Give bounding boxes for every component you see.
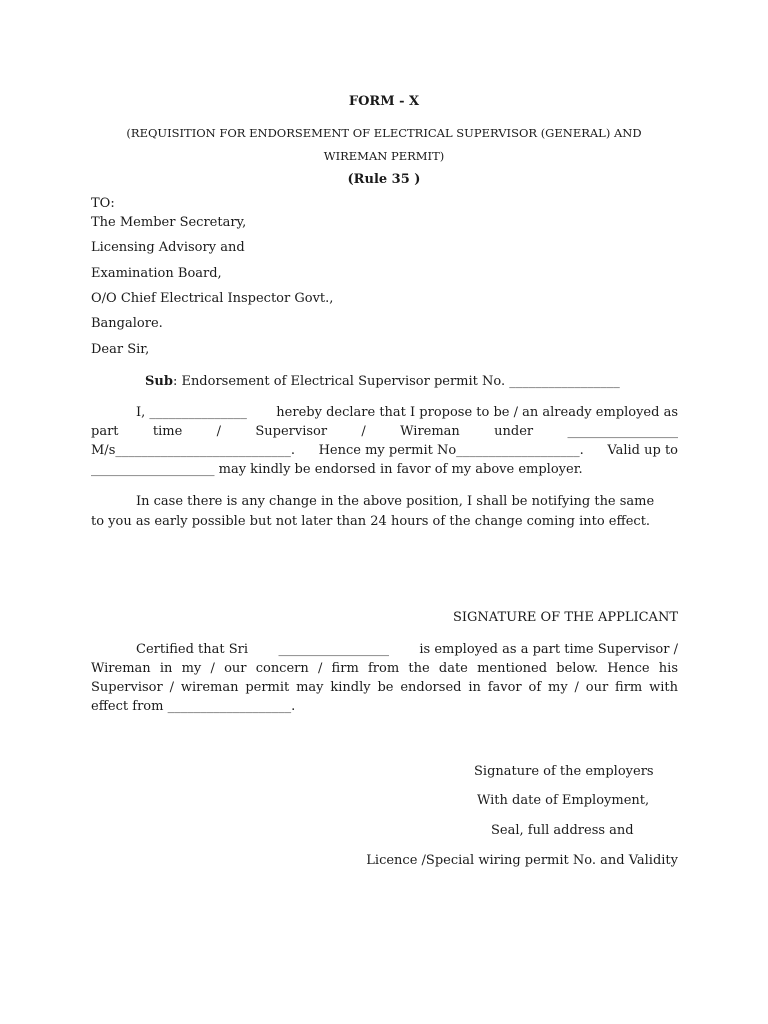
declaration-line1-start: I, _______________: [136, 405, 247, 420]
declaration-segment: Valid up to: [607, 443, 678, 458]
applicant-signature-label: SIGNATURE OF THE APPLICANT: [453, 610, 678, 625]
change-notice-line1: In case there is any change in the above position, I shall be notifying the same: [136, 494, 655, 509]
declaration-line1-end: hereby declare that I propose to be / an already employed as: [276, 405, 678, 420]
declaration-word: time: [152, 424, 183, 439]
employer-seal-line: Seal, full address and: [491, 823, 634, 838]
declaration-word: /: [361, 424, 366, 439]
subject-text: : Endorsement of Electrical Supervisor permit No. _________________: [172, 374, 620, 389]
declaration-word: part: [91, 424, 119, 439]
salutation: Dear Sir,: [91, 342, 150, 357]
subject-line: [145, 374, 620, 390]
address-line: O/O Chief Electrical Inspector Govt.,: [91, 291, 334, 306]
declaration-line2: [91, 424, 678, 440]
certification-segment: Certified that Sri: [136, 642, 249, 657]
address-line: Examination Board,: [91, 266, 222, 281]
certification-line1: [136, 642, 678, 658]
address-line: The Member Secretary,: [91, 215, 247, 230]
form-title: FORM - X: [348, 94, 420, 109]
declaration-line4: ___________________ may kindly be endorsed in favor of my above employer.: [91, 462, 583, 477]
address-line: Licensing Advisory and: [91, 240, 245, 255]
declaration-word: Wireman: [400, 424, 460, 439]
declaration-word: /: [216, 424, 221, 439]
declaration-word: _________________: [567, 424, 678, 439]
certification-segment: is employed as a part time Supervisor /: [419, 642, 678, 657]
employer-signature-line: Signature of the employers: [474, 764, 654, 779]
employer-licence-line: Licence /Special wiring permit No. and Validity: [366, 853, 678, 868]
declaration-segment: M/s___________________________.: [91, 443, 295, 458]
declaration-word: Supervisor: [255, 424, 328, 439]
declaration-word: under: [494, 424, 534, 439]
certification-line2: Wireman in my / our concern / firm from the date mentioned below. Hence his: [91, 661, 678, 676]
address-line: Bangalore.: [91, 316, 163, 331]
address-to: TO:: [91, 196, 115, 211]
certification-segment: _________________: [278, 642, 389, 657]
certification-line3: Supervisor / wireman permit may kindly be endorsed in favor of my / our firm with: [91, 680, 678, 695]
form-subtitle-line2: WIREMAN PERMIT): [323, 149, 445, 163]
form-subtitle-line1: (REQUISITION FOR ENDORSEMENT OF ELECTRICAL SUPERVISOR (GENERAL) AND: [126, 126, 642, 140]
employer-date-line: With date of Employment,: [477, 793, 650, 808]
change-notice-line2: to you as early possible but not later than 24 hours of the change coming into effect.: [91, 514, 651, 529]
certification-line4: effect from ___________________.: [91, 699, 296, 714]
subject-label: Sub: [145, 374, 173, 389]
declaration-segment: Hence my permit No___________________.: [318, 443, 584, 458]
form-rule: (Rule 35 ): [347, 172, 421, 187]
declaration-line3: [91, 443, 678, 459]
